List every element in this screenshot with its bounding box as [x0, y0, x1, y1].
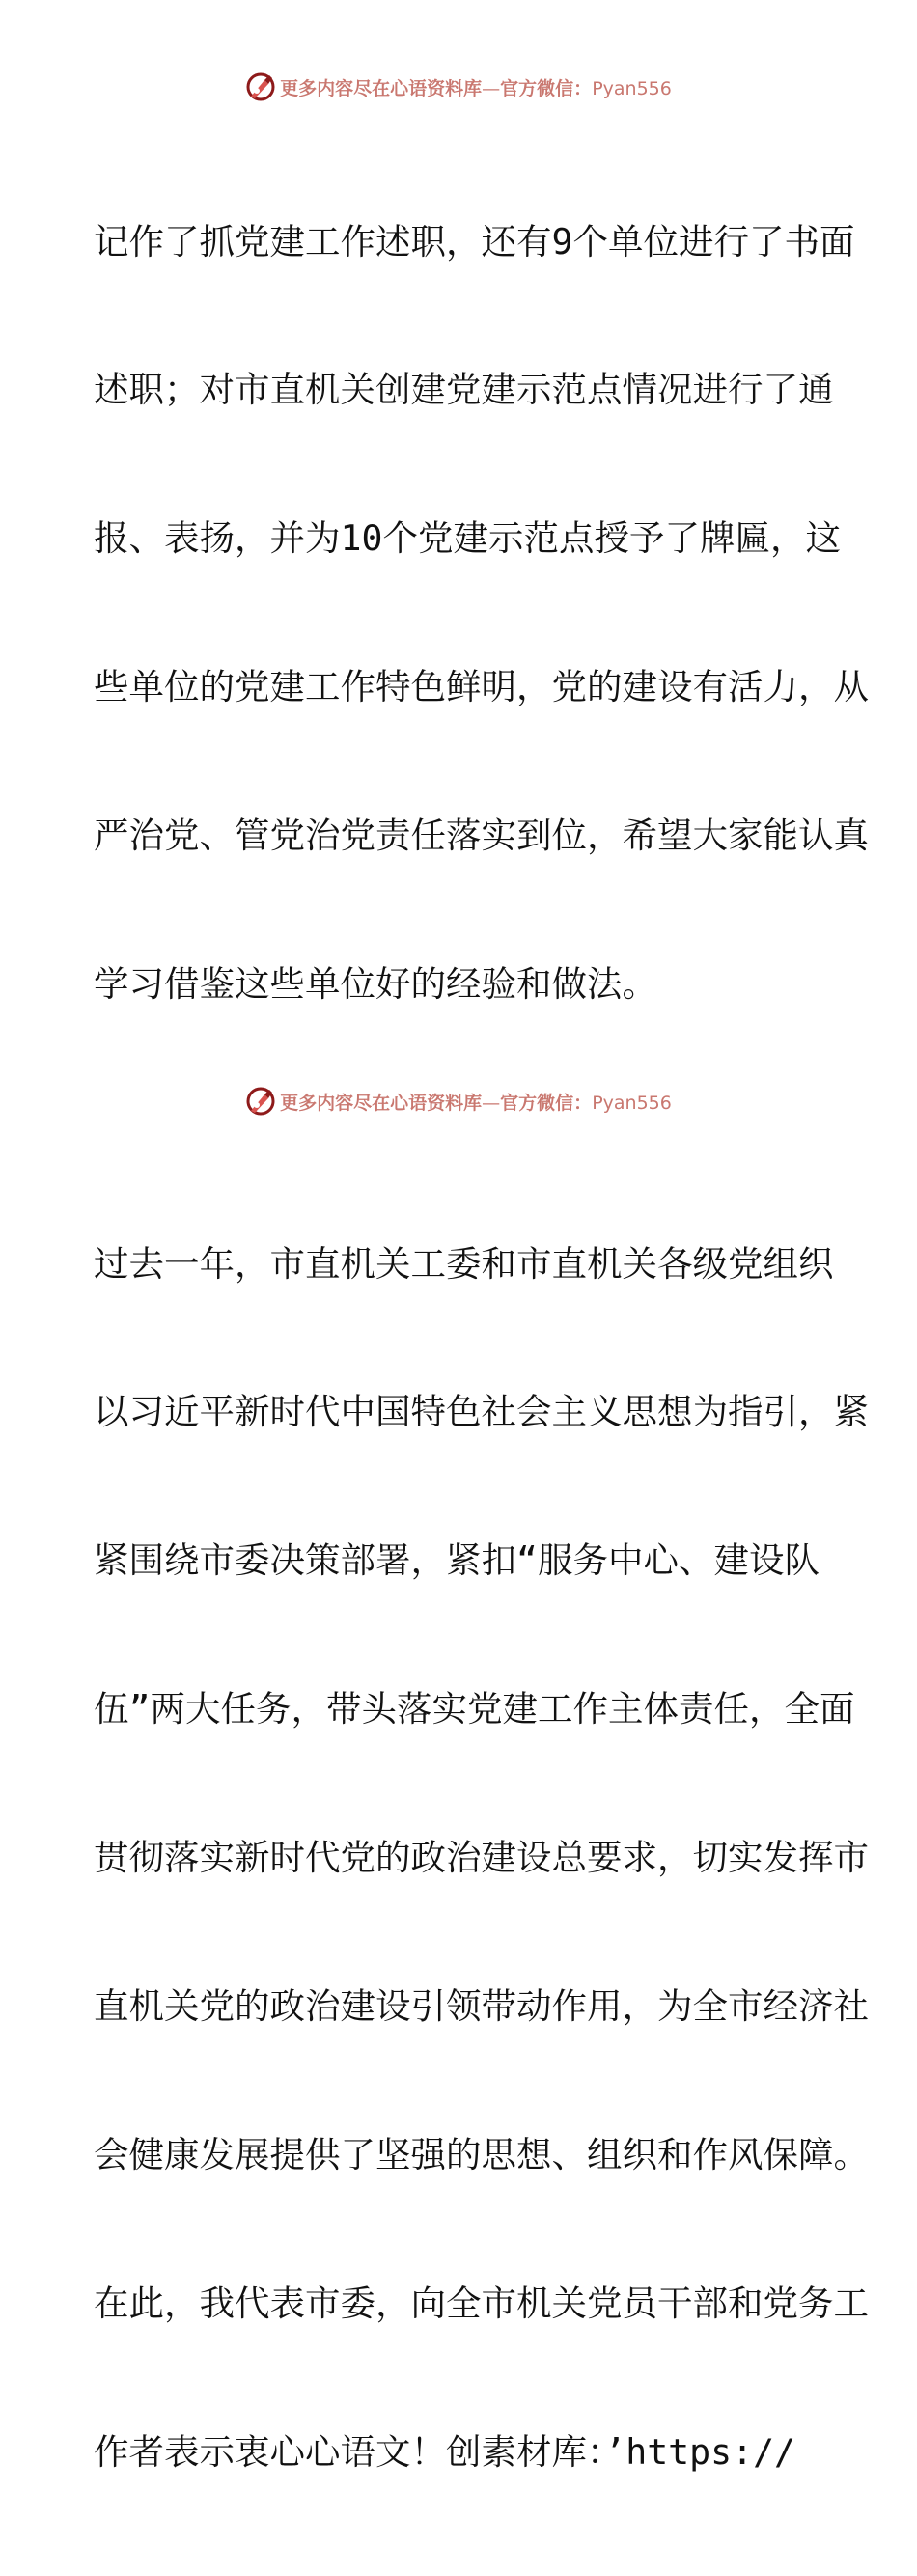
- top-watermark-banner: [0, 70, 917, 103]
- text-line: 记作了抓党建工作述职，还有9个单位进行了书面: [94, 220, 855, 263]
- brand-logo-icon: [245, 71, 276, 102]
- text-line: 会健康发展提供了坚强的思想、组织和作风保障。: [94, 2133, 869, 2175]
- text-line: 述职；对市直机关创建党建示范点情况进行了通: [94, 369, 834, 411]
- text-line: 紧围绕市委决策部署，紧扣“服务中心、建设队: [94, 1539, 820, 1582]
- text-line: 严治党、管党治党责任落实到位，希望大家能认真: [94, 815, 869, 857]
- watermark-contact-label: 官方微信：: [500, 77, 593, 99]
- text-line: 作者表示衷心心语文！创素材库：’https://: [94, 2430, 796, 2473]
- watermark-site-name: 更多内容尽在心语资料库: [280, 1092, 483, 1114]
- paragraph-1: [94, 118, 869, 1108]
- watermark-separator: —: [482, 77, 501, 99]
- watermark-contact-id: Pyan556: [592, 1092, 672, 1114]
- text-line: 过去一年，市直机关工委和市直机关各级党组织: [94, 1242, 834, 1285]
- text-line: 贯彻落实新时代党的政治建设总要求，切实发挥市: [94, 1837, 869, 1879]
- text-line: 直机关党的政治建设引领带动作用，为全市经济社: [94, 1984, 869, 2027]
- text-line: 学习借鉴这些单位好的经验和做法。: [94, 963, 657, 1006]
- text-line: 些单位的党建工作特色鲜明，党的建设有活力，从: [94, 666, 869, 708]
- text-line: 伍”两大任务，带头落实党建工作主体责任，全面: [94, 1688, 855, 1731]
- bottom-watermark-banner: [0, 1085, 917, 1118]
- document-body: [94, 118, 869, 2576]
- watermark-contact-label: 官方微信：: [500, 1092, 593, 1114]
- watermark-text: [280, 74, 672, 100]
- text-line: 在此，我代表市委，向全市机关党员干部和党务工: [94, 2282, 869, 2324]
- watermark-site-name: 更多内容尽在心语资料库: [280, 77, 483, 99]
- text-line: 以习近平新时代中国特色社会主义思想为指引，紧: [94, 1391, 869, 1433]
- watermark-text: [280, 1089, 672, 1115]
- paragraph-2: [94, 1140, 869, 2576]
- watermark-separator: —: [482, 1092, 501, 1114]
- text-line: 报、表扬，并为10个党建示范点授予了牌匾，这: [94, 517, 841, 560]
- brand-logo-icon: [245, 1086, 276, 1117]
- watermark-contact-id: Pyan556: [592, 77, 672, 99]
